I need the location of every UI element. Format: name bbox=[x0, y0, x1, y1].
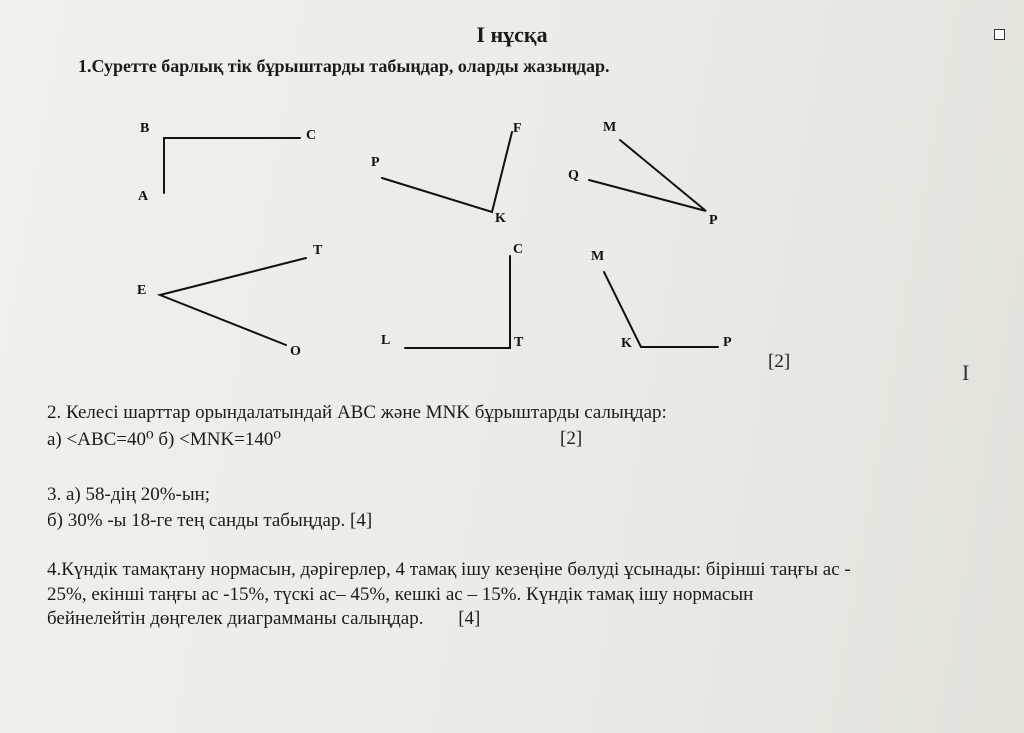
label-q: Q bbox=[568, 168, 579, 183]
task2-score: [2] bbox=[560, 428, 583, 449]
label-f: F bbox=[513, 121, 522, 136]
label-e: E bbox=[137, 283, 147, 298]
angle-teo-lines bbox=[160, 258, 306, 345]
label-p2: P bbox=[709, 213, 718, 228]
label-b: B bbox=[140, 121, 150, 136]
task1-text: 1.Суретте барлық тік бұрыштарды табыңдар, оларды жазыңдар. bbox=[78, 56, 610, 76]
task4-line1: 4.Күндік тамақтану нормасын, дәрігерлер, 4 тамақ ішу кезеңіне бөлуді ұсынады: бірінші таңғы ас - bbox=[47, 559, 851, 580]
task2-conditions: а) <ABC=40⁰ б) <MNK=140⁰ bbox=[47, 429, 282, 450]
label-k1: K bbox=[495, 211, 506, 226]
label-c1: C bbox=[306, 128, 317, 143]
label-p3: P bbox=[723, 335, 732, 350]
text-cursor-icon: I bbox=[962, 360, 970, 385]
page-title: І нұсқа bbox=[476, 22, 548, 47]
task3-line1: 3. а) 58-дің 20%-ын; bbox=[47, 484, 211, 505]
angle-ltc-lines bbox=[405, 256, 510, 348]
label-p1: P bbox=[371, 155, 380, 170]
angle-pkf-lines bbox=[382, 132, 512, 212]
task3-line2 bbox=[47, 510, 372, 532]
task2-line2 bbox=[47, 428, 583, 451]
label-l: L bbox=[381, 333, 391, 348]
label-m2: M bbox=[591, 249, 605, 264]
label-t1: T bbox=[313, 243, 323, 258]
task3-text: б) 30% -ы 18-ге тең санды табыңдар. bbox=[47, 510, 346, 531]
task4-score: [4] bbox=[458, 608, 481, 629]
task2-line1: 2. Келесі шарттар орындалатындай ABC және MNK бұрыштарды салыңдар: bbox=[47, 402, 667, 423]
label-k2: K bbox=[621, 336, 632, 351]
label-a: A bbox=[138, 189, 149, 204]
label-m1: M bbox=[603, 120, 617, 135]
angle-abc-lines bbox=[164, 138, 300, 193]
label-c2: C bbox=[513, 242, 524, 257]
task1-score: [2] bbox=[768, 351, 791, 372]
task4-line2: 25%, екінші таңғы ас -15%, түскі ас– 45%, кешкі ас – 15%. Күндік тамақ ішу нормасын bbox=[47, 584, 754, 605]
task4-line3 bbox=[47, 608, 480, 630]
task4-text: бейнелейтін дөңгелек диаграмманы салыңдар. bbox=[47, 608, 424, 629]
label-t2: T bbox=[514, 335, 524, 350]
task3-score: [4] bbox=[350, 510, 373, 531]
angle-mpq-lines bbox=[589, 140, 706, 211]
label-o: O bbox=[290, 344, 301, 359]
